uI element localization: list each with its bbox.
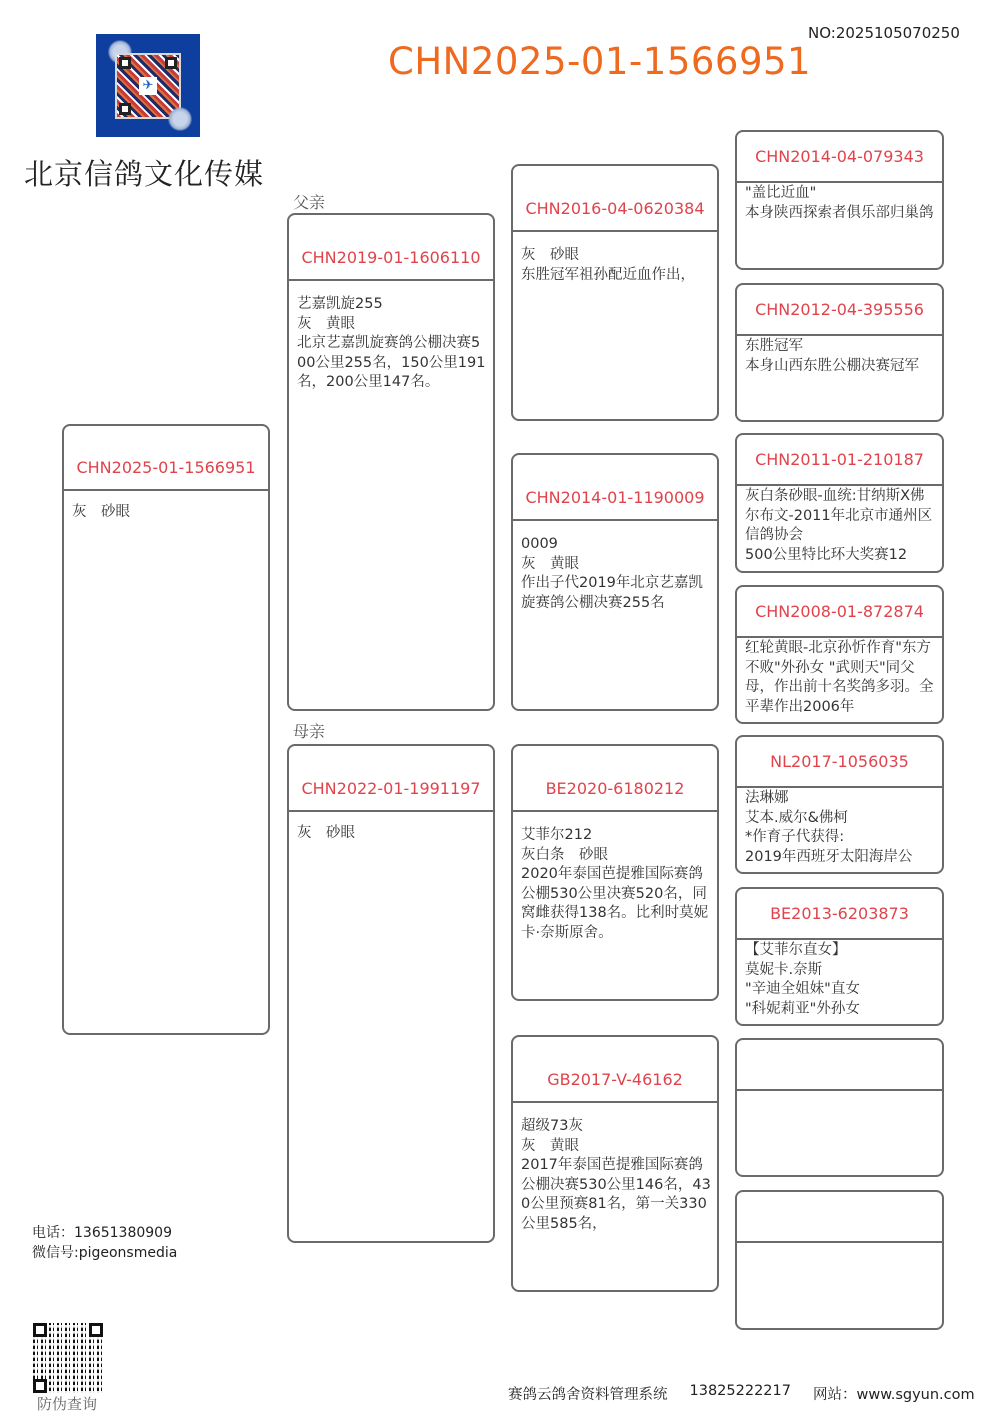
great-grandparent-ring: CHN2014-04-079343: [737, 132, 942, 183]
great-grandparent-card-2[interactable]: [735, 283, 944, 422]
great-grandparent-info: 灰白条砂眼-血统:甘纳斯X佛尔布文-2011年北京市通州区信鸽协会 500公里特比环大奖赛12: [745, 488, 933, 563]
subject-ring: CHN2025-01-1566951: [64, 426, 268, 491]
grandparent-card-2[interactable]: [511, 453, 719, 711]
great-grandparent-card-6[interactable]: [735, 887, 944, 1026]
footer-website[interactable]: 网站：www.sgyun.com: [812, 1387, 975, 1403]
great-grandparent-card-4[interactable]: [735, 585, 944, 724]
great-grandparent-card-3[interactable]: [735, 433, 944, 573]
grandparent-ring: CHN2016-04-0620384: [513, 166, 717, 232]
grandparent-info: 0009 灰 黄眼 作出子代2019年北京艺嘉凯旋赛鸽公棚决赛255名: [521, 536, 703, 611]
sire-info: 艺嘉凯旋255 灰 黄眼 北京艺嘉凯旋赛鸽公棚决赛500公里255名，150公里191名，200公里147名。: [297, 296, 486, 390]
company-logo: [96, 34, 200, 137]
great-grandparent-ring: CHN2011-01-210187: [737, 435, 942, 486]
great-grandparent-info: [737, 1243, 942, 1244]
great-grandparent-info: 【艾菲尔直女】 莫妮卡.奈斯 "辛迪全姐妹"直女 "科妮莉亚"外孙女: [745, 942, 860, 1017]
grandparent-info: 灰 砂眼 东胜冠军祖孙配近血作出，: [521, 247, 695, 283]
footer-phone: 13825222217: [689, 1383, 791, 1399]
grandparent-card-3[interactable]: [511, 744, 719, 1001]
dam-label: 母亲: [293, 722, 326, 741]
great-grandparent-card-5[interactable]: [735, 735, 944, 874]
great-grandparent-info: 法琳娜 艾本.威尔&佛柯 *作育子代获得: 2019年西班牙太阳海岸公: [745, 790, 913, 865]
anti-fake-label: 防伪查询: [37, 1395, 98, 1413]
dam-card[interactable]: [287, 744, 495, 1243]
contact-wechat: 微信号:pigeonsmedia: [32, 1245, 178, 1261]
great-grandparent-card-1[interactable]: [735, 130, 944, 270]
sire-card[interactable]: [287, 213, 495, 711]
pigeon-logo-icon: ✈: [139, 77, 157, 95]
anti-fake-qr-code[interactable]: [33, 1323, 103, 1393]
grandparent-card-4[interactable]: [511, 1035, 719, 1292]
great-grandparent-ring: NL2017-1056035: [737, 737, 942, 788]
document-number: NO:2025105070250: [808, 24, 960, 42]
dam-ring: CHN2022-01-1991197: [289, 746, 493, 812]
great-grandparent-info: [737, 1091, 942, 1092]
subject-card[interactable]: [62, 424, 270, 1035]
great-grandparent-ring: CHN2012-04-395556: [737, 285, 942, 336]
contact-phone: 电话：13651380909: [32, 1225, 172, 1241]
great-grandparent-info: 红轮黄眼-北京孙忻作育"东方不败"外孙女 "武则天"同父母，作出前十名奖鸽多羽。全平辈作出2006年: [745, 640, 934, 715]
great-grandparent-card-8-empty[interactable]: [735, 1190, 944, 1330]
subject-info: 灰 砂眼: [72, 504, 130, 520]
sire-label: 父亲: [293, 193, 326, 212]
main-ring-number: CHN2025-01-1566951: [388, 40, 812, 83]
grandparent-info: 艾菲尔212 灰白条 砂眼 2020年泰国芭提雅国际赛鸽公棚530公里决赛520名，同窝雌获得138名。比利时莫妮卡·奈斯原舍。: [521, 827, 709, 941]
grandparent-ring: GB2017-V-46162: [513, 1037, 717, 1103]
great-grandparent-card-7-empty[interactable]: [735, 1038, 944, 1177]
great-grandparent-info: 东胜冠军 本身山西东胜公棚决赛冠军: [745, 338, 919, 374]
great-grandparent-ring: BE2013-6203873: [737, 889, 942, 940]
dam-info: 灰 砂眼: [297, 825, 355, 841]
footer-system-name: 赛鸽云鸽舍资料管理系统: [508, 1387, 668, 1403]
company-name: 北京信鸽文化传媒: [24, 157, 265, 191]
great-grandparent-ring: [737, 1192, 942, 1243]
grandparent-ring: BE2020-6180212: [513, 746, 717, 812]
great-grandparent-info: "盖比近血" 本身陕西探索者俱乐部归巢鸽: [745, 185, 934, 221]
grandparent-ring: CHN2014-01-1190009: [513, 455, 717, 521]
great-grandparent-ring: CHN2008-01-872874: [737, 587, 942, 638]
grandparent-card-1[interactable]: [511, 164, 719, 421]
logo-decoration: [168, 107, 192, 131]
sire-ring: CHN2019-01-1606110: [289, 215, 493, 281]
grandparent-info: 超级73灰 灰 黄眼 2017年泰国芭提雅国际赛鸽公棚决赛530公里146名，430公里预赛81名，第一关330公里585名，: [521, 1118, 711, 1232]
great-grandparent-ring: [737, 1040, 942, 1091]
footer: [508, 1383, 975, 1404]
